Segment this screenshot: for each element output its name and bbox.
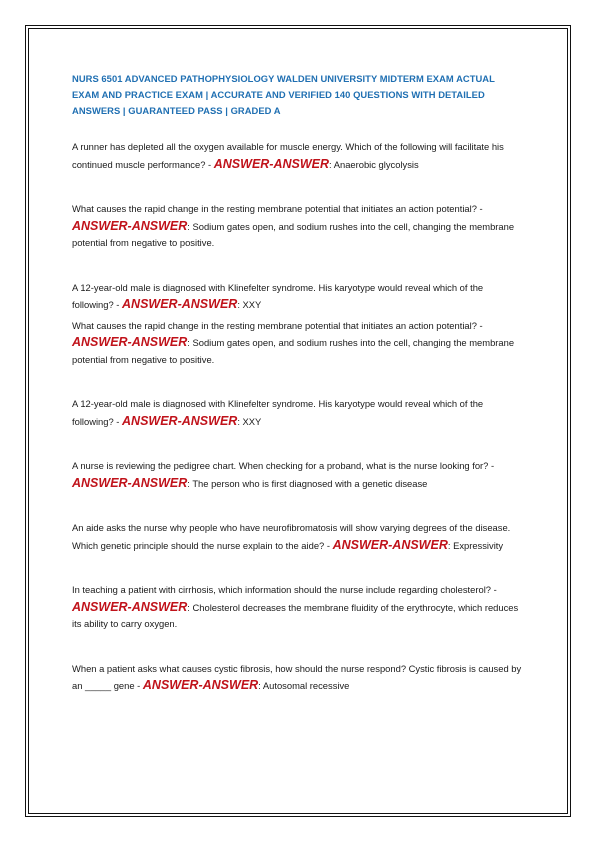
document-body — [72, 71, 524, 695]
answer-marker: ANSWER-ANSWER — [72, 475, 188, 490]
question-text: A nurse is reviewing the pedigree chart. When checking for a proband, what is the nurse looking for? - — [72, 460, 495, 471]
answer-marker: ANSWER-ANSWER — [72, 335, 188, 349]
answer-marker: ANSWER-ANSWER — [122, 413, 238, 428]
question-text: A 12-year-old male is diagnosed with Klinefelter syndrome. His karyotype would reveal which of the following? - — [72, 281, 484, 310]
answer-text: : The person who is first diagnosed with a genetic disease — [187, 477, 428, 489]
answer-text: : XXY — [237, 415, 262, 427]
question-text: What causes the rapid change in the resting membrane potential that initiates an action potential? - — [72, 203, 483, 214]
qa-item-6 — [72, 458, 524, 492]
qa-item-1 — [72, 139, 524, 173]
answer-text: : Sodium gates open, and sodium rushes into the cell, changing the membrane potential from negative to positive. — [72, 337, 515, 365]
answer-text: : Expressivity — [447, 539, 504, 551]
qa-item-4 — [72, 318, 524, 369]
question-text: What causes the rapid change in the resting membrane potential that initiates an action potential? - — [72, 319, 483, 331]
answer-marker: ANSWER-ANSWER — [142, 678, 259, 692]
question-text: A 12-year-old male is diagnosed with Klinefelter syndrome. His karyotype would reveal which of the following? - — [72, 398, 484, 427]
document-title: NURS 6501 ADVANCED PATHOPHYSIOLOGY WALDEN UNIVERSITY MIDTERM EXAM ACTUAL EXAM AND PRACTICE EXAM | ACCURATE AND VERIFIED 140 QUESTIONS WITH DETAILED ANSWERS | GUARANTEED PASS | GRADED A — [72, 73, 495, 116]
answer-text: : Autosomal recessive — [258, 680, 350, 691]
question-text: A runner has depleted all the oxygen available for muscle energy. Which of the following will facilitate his continued muscle performance? - — [72, 141, 504, 170]
qa-item-9 — [72, 661, 524, 695]
question-text: In teaching a patient with cirrhosis, which information should the nurse include regarding cholesterol? - — [72, 584, 497, 595]
question-text: When a patient asks what causes cystic fibrosis, how should the nurse respond? Cystic fibrosis is caused by an _____ gene - — [72, 662, 522, 691]
qa-item-5 — [72, 396, 524, 430]
qa-item-7 — [72, 520, 524, 554]
answer-marker: ANSWER-ANSWER — [72, 218, 188, 233]
answer-text: : Cholesterol decreases the membrane fluidity of the erythrocyte, which reduces its ability to carry oxygen. — [72, 601, 519, 629]
question-text: An aide asks the nurse why people who have neurofibromatosis will show varying degrees of the disease. Which genetic principle should the nurse explain to the aide? - — [72, 522, 511, 551]
answer-marker: ANSWER-ANSWER — [122, 297, 238, 311]
qa-item-8 — [72, 582, 524, 633]
answer-text: : Anaerobic glycolysis — [329, 158, 419, 170]
qa-item-3 — [72, 280, 524, 314]
answer-marker: ANSWER-ANSWER — [332, 537, 448, 552]
answer-text: : Sodium gates open, and sodium rushes into the cell, changing the membrane potential from negative to positive. — [72, 220, 515, 248]
qa-item-2 — [72, 201, 524, 252]
answer-marker: ANSWER-ANSWER — [72, 599, 188, 614]
answer-marker: ANSWER-ANSWER — [213, 156, 330, 171]
answer-text: : XXY — [237, 299, 262, 310]
